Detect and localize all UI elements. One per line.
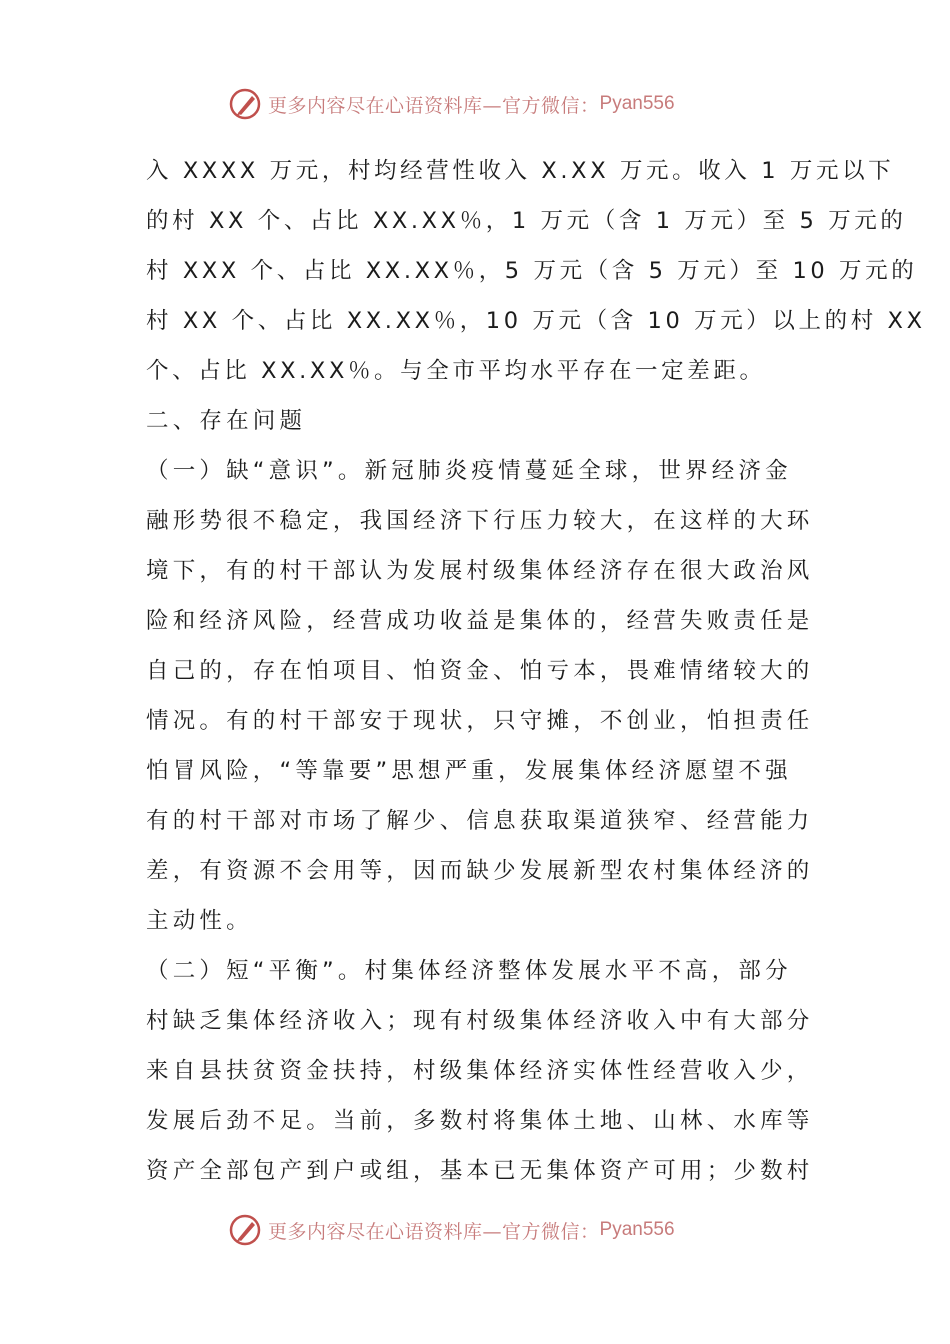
text-line: 发展后劲不足。当前，多数村将集体土地、山林、水库等 (146, 1108, 814, 1134)
text-line: 险和经济风险，经营成功收益是集体的，经营失败责任是 (146, 608, 814, 634)
text-line: 入 XXXX 万元，村均经营性收入 X.XX 万元。收入 1 万元以下 (146, 158, 895, 184)
pen-logo-icon (228, 1213, 262, 1247)
text-line: 怕冒风险，“等靠要”思想严重，发展集体经济愿望不强 (146, 758, 792, 784)
section-heading: 二、存在问题 (146, 408, 307, 434)
watermark-id: Pyan556 (599, 93, 675, 114)
watermark-id: Pyan556 (599, 1219, 675, 1240)
text-line: 村缺乏集体经济收入；现有村级集体经济收入中有大部分 (146, 1008, 814, 1034)
pen-logo-icon (228, 87, 262, 121)
text-line: 情况。有的村干部安于现状，只守摊，不创业，怕担责任 (146, 708, 814, 734)
watermark-text: 更多内容尽在心语资料库—官方微信： (268, 94, 600, 117)
watermark-banner-bottom (0, 1210, 950, 1250)
document-body (146, 146, 926, 1196)
text-line: 差，有资源不会用等，因而缺少发展新型农村集体经济的 (146, 858, 814, 884)
text-line: 来自县扶贫资金扶持，村级集体经济实体性经营收入少， (146, 1058, 814, 1084)
text-line: 融形势很不稳定，我国经济下行压力较大，在这样的大环 (146, 508, 814, 534)
text-line: 个、占比 XX.XX％。与全市平均水平存在一定差距。 (146, 358, 766, 384)
text-line: 村 XXX 个、占比 XX.XX％，5 万元（含 5 万元）至 10 万元的 (146, 258, 918, 284)
text-line: 自己的，存在怕项目、怕资金、怕亏本，畏难情绪较大的 (146, 658, 814, 684)
text-line: 村 XX 个、占比 XX.XX％，10 万元（含 10 万元）以上的村 XX (146, 308, 926, 334)
text-line: 境下，有的村干部认为发展村级集体经济存在很大政治风 (146, 558, 814, 584)
text-line: 资产全部包产到户或组，基本已无集体资产可用；少数村 (146, 1158, 814, 1184)
watermark-text: 更多内容尽在心语资料库—官方微信： (268, 1220, 600, 1243)
watermark-banner-top (0, 84, 950, 124)
text-line: （二）短“平衡”。村集体经济整体发展水平不高，部分 (146, 958, 792, 984)
text-line: 主动性。 (146, 908, 253, 934)
text-line: （一）缺“意识”。新冠肺炎疫情蔓延全球，世界经济金 (146, 458, 792, 484)
text-line: 有的村干部对市场了解少、信息获取渠道狭窄、经营能力 (146, 808, 814, 834)
text-line: 的村 XX 个、占比 XX.XX％，1 万元（含 1 万元）至 5 万元的 (146, 208, 907, 234)
